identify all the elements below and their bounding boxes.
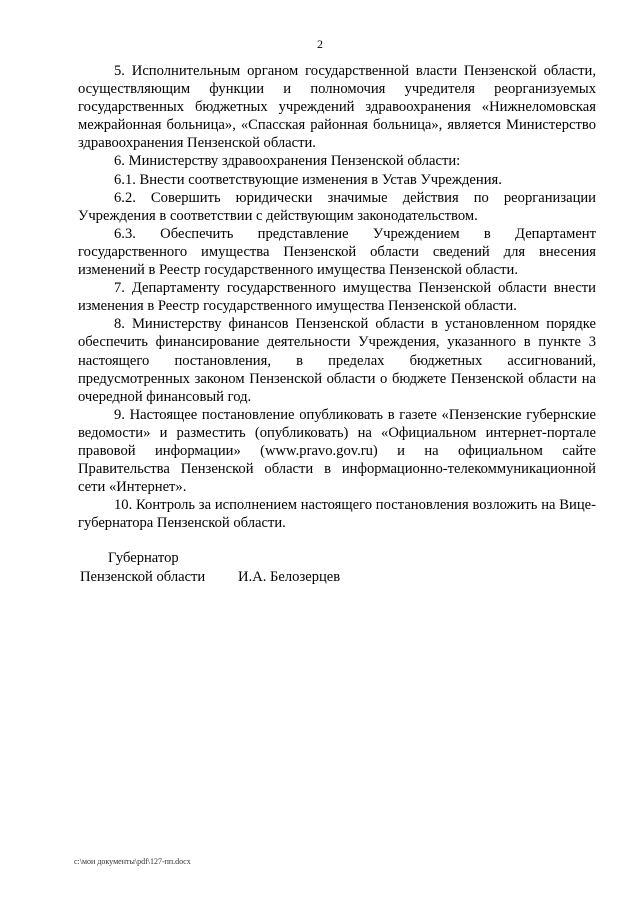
paragraph-8: 8. Министерству финансов Пензенской области в установленном порядке обеспечить финансирование деятельности Учреждения, указанного в пункте 3 настоящего постановления, в пределах бюджетных ассигнований, предусмотренных законом Пензенской области о бюджете Пензенской области на очередной финансовый год. xyxy=(78,316,596,405)
page-number: 2 xyxy=(317,37,323,51)
paragraph-5: 5. Исполнительным органом государственной власти Пензенской области, осуществляющим функции и полномочия учредителя реорганизуемых государственных бюджетных учреждений здравоохранения «Нижнеломовская межрайонная больница», «Спасская районная больница», является Министерство здравоохранения Пензенской области. xyxy=(78,63,596,152)
paragraph-6-2: 6.2. Совершить юридически значимые действия по реорганизации Учреждения в соответствии с действующим законодательством. xyxy=(78,189,596,224)
paragraph-9: 9. Настоящее постановление опубликовать в газете «Пензенские губернские ведомости» и разместить (опубликовать) на «Официальном интернет-портале правовой информации» (www.pravo.gov.ru) и на официальном сайте Правительства Пензенской области в информационно-телекоммуникационной сети «Интернет». xyxy=(78,406,596,496)
signatory-title-line2: Пензенской области xyxy=(80,569,206,585)
paragraph-7: 7. Департаменту государственного имущества Пензенской области внести изменения в Реестр государственного имущества Пензенской области. xyxy=(78,280,596,315)
document-body xyxy=(78,62,596,532)
paragraph-6-1: 6.1. Внести соответствующие изменения в Устав Учреждения. xyxy=(114,171,502,188)
paragraph-6-3: 6.3. Обеспечить представление Учреждением в Департамент государственного имущества Пензенской области сведений для внесения изменений в Реестр государственного имущества Пензенской области. xyxy=(78,225,596,279)
paragraph-6: 6. Министерству здравоохранения Пензенской области: xyxy=(114,153,461,170)
footer-file-path: c:\мои документы\pdf\127-пп.docx xyxy=(74,857,191,866)
signatory-name: И.А. Белозерцев xyxy=(238,569,341,585)
signatory-title-line1: Губернатор xyxy=(108,550,179,566)
paragraph-10: 10. Контроль за исполнением настоящего постановления возложить на Вице-губернатора Пензенской области. xyxy=(78,497,596,532)
